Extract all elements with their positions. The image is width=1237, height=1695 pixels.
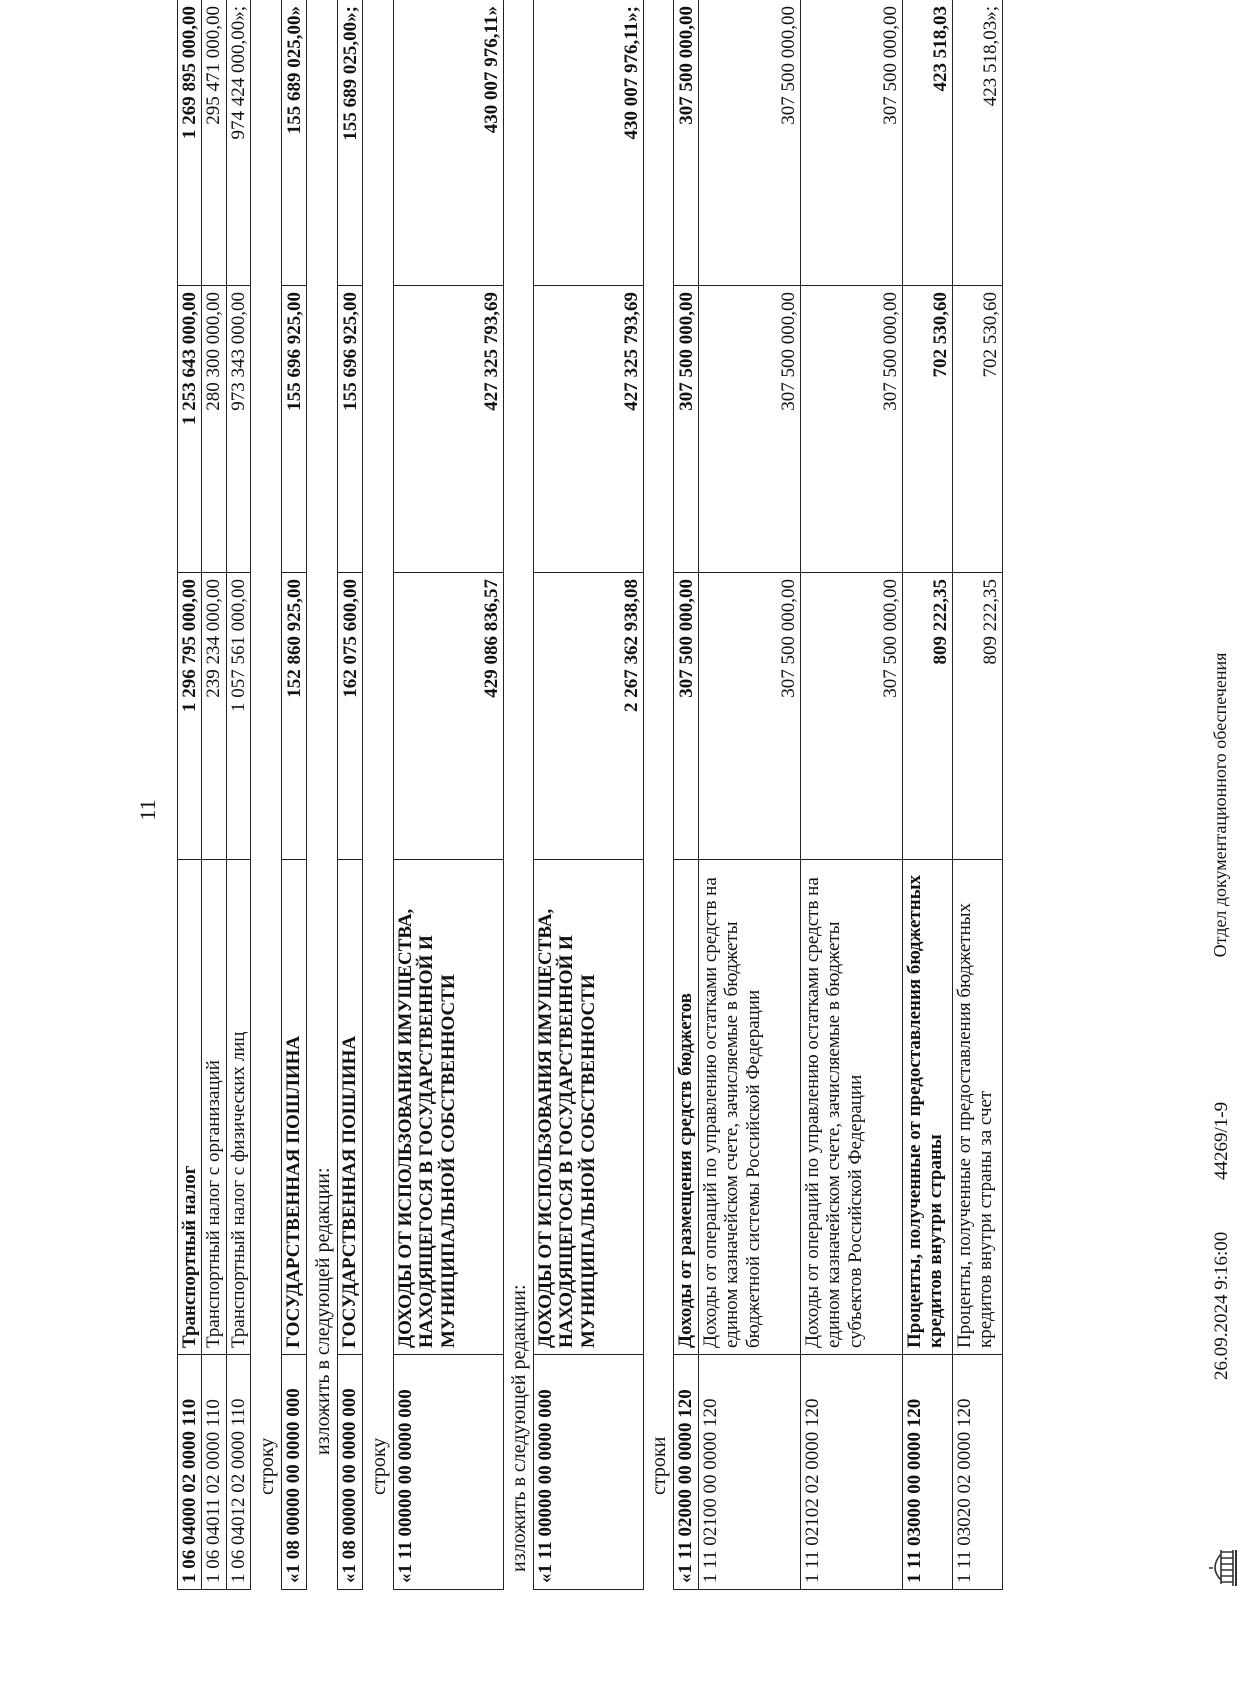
duty-table-new	[337, 0, 363, 1590]
row-value-3: 974 424 000,00»;	[226, 0, 250, 286]
rotated-page	[135, 0, 1232, 1590]
row-value-3: 155 689 025,00»	[282, 0, 307, 286]
placement-income-table	[673, 0, 1003, 1590]
table-row	[699, 0, 801, 1590]
row-value-1: 1 296 795 000,00	[178, 573, 202, 860]
row-code: 1 11 02100 00 0000 120	[699, 1355, 801, 1590]
row-code: «1 11 00000 00 0000 000	[534, 1355, 644, 1590]
row-value-2: 1 253 643 000,00	[178, 286, 202, 573]
row-value-3: 423 518,03	[903, 0, 953, 286]
document-id: 44269/1-9	[1211, 1101, 1232, 1180]
row-value-2: 307 500 000,00	[674, 286, 699, 573]
property-income-table-old	[393, 0, 504, 1590]
row-value-3: 307 500 000,00	[674, 0, 699, 286]
row-code: «1 11 00000 00 0000 000	[394, 1355, 504, 1590]
row-value-1: 2 267 362 938,08	[534, 573, 644, 860]
row-value-3: 307 500 000,00	[801, 0, 903, 286]
row-name: Проценты, полученные от предоставления бюджетных кредитов внутри страны за счет	[953, 860, 1003, 1355]
row-value-1: 239 234 000,00	[202, 573, 226, 860]
row-name: Доходы от размещения средств бюджетов	[674, 860, 699, 1355]
row-value-1: 152 860 925,00	[282, 573, 307, 860]
row-value-2: 280 300 000,00	[202, 286, 226, 573]
caption: изложить в следующей редакции:	[312, 1167, 334, 1455]
row-value-1: 809 222,35	[953, 573, 1003, 860]
row-code: 1 06 04012 02 0000 110	[226, 1355, 250, 1590]
table-row	[282, 0, 307, 1590]
table-row	[674, 0, 699, 1590]
table-row	[226, 0, 250, 1590]
row-value-3: 295 471 000,00	[202, 0, 226, 286]
row-value-2: 973 343 000,00	[226, 286, 250, 573]
row-name: ГОСУДАРСТВЕННАЯ ПОШЛИНА	[338, 860, 363, 1355]
table-row	[338, 0, 363, 1590]
row-value-2: 702 530,60	[903, 286, 953, 573]
row-name: ДОХОДЫ ОТ ИСПОЛЬЗОВАНИЯ ИМУЩЕСТВА, НАХОДЯЩЕГОСЯ В ГОСУДАРСТВЕННОЙ И МУНИЦИПАЛЬНОЙ СОБСТВЕННОСТИ	[534, 860, 644, 1355]
row-value-2: 307 500 000,00	[699, 286, 801, 573]
table-row	[953, 0, 1003, 1590]
row-name: Доходы от операций по управлению остатками средств на едином казначейском счете, зачисляемые в бюджеты субъектов Российской Федерации	[801, 860, 903, 1355]
row-value-3: 1 269 895 000,00	[178, 0, 202, 286]
tax-table	[177, 0, 251, 1590]
row-value-1: 429 086 836,57	[394, 573, 504, 860]
row-name: Транспортный налог	[178, 860, 202, 1355]
row-code: «1 08 00000 00 0000 000	[338, 1355, 363, 1590]
row-value-3: 423 518,03»;	[953, 0, 1003, 286]
row-value-2: 702 530,60	[953, 286, 1003, 573]
caption: изложить в следующей редакции:	[508, 1284, 530, 1572]
row-code: 1 11 03000 00 0000 120	[903, 1355, 953, 1590]
parliament-logo-icon	[1207, 1546, 1237, 1590]
row-value-3: 430 007 976,11»;	[534, 0, 644, 286]
row-name: Доходы от операций по управлению остатками средств на едином казначейском счете, зачисляемые в бюджеты бюджетной системы Российской Федерации	[699, 860, 801, 1355]
row-code: «1 11 02000 00 0000 120	[674, 1355, 699, 1590]
table-row	[534, 0, 644, 1590]
row-code: «1 08 00000 00 0000 000	[282, 1355, 307, 1590]
row-value-1: 809 222,35	[903, 573, 953, 860]
row-name: ДОХОДЫ ОТ ИСПОЛЬЗОВАНИЯ ИМУЩЕСТВА, НАХОДЯЩЕГОСЯ В ГОСУДАРСТВЕННОЙ И МУНИЦИПАЛЬНОЙ СОБСТВЕННОСТИ	[394, 860, 504, 1355]
row-value-3: 155 689 025,00»;	[338, 0, 363, 286]
row-code: 1 11 03020 02 0000 120	[953, 1355, 1003, 1590]
row-value-2: 427 325 793,69	[534, 286, 644, 573]
row-value-1: 307 500 000,00	[674, 573, 699, 860]
row-value-2: 155 696 925,00	[282, 286, 307, 573]
row-value-1: 162 075 600,00	[338, 573, 363, 860]
duty-table-old	[281, 0, 307, 1590]
print-datetime: 26.09.2024 9:16:00	[1211, 1231, 1232, 1380]
row-name: Транспортный налог с организаций	[202, 860, 226, 1355]
property-income-table-new	[533, 0, 644, 1590]
caption: строку	[368, 1437, 390, 1495]
row-name: Транспортный налог с физических лиц	[226, 860, 250, 1355]
row-code: 1 06 04000 02 0000 110	[178, 1355, 202, 1590]
table-row	[394, 0, 504, 1590]
department-stamp: Отдел документационного обеспечения	[1210, 652, 1230, 958]
row-value-2: 155 696 925,00	[338, 286, 363, 573]
table-row	[801, 0, 903, 1590]
page-number: 11	[135, 799, 160, 821]
row-value-1: 1 057 561 000,00	[226, 573, 250, 860]
row-code: 1 11 02102 02 0000 120	[801, 1355, 903, 1590]
row-value-2: 307 500 000,00	[801, 286, 903, 573]
row-name: Проценты, полученные от предоставления бюджетных кредитов внутри страны	[903, 860, 953, 1355]
table-row	[903, 0, 953, 1590]
caption: строки	[648, 1436, 670, 1495]
row-code: 1 06 04011 02 0000 110	[202, 1355, 226, 1590]
row-value-3: 307 500 000,00	[699, 0, 801, 286]
row-value-1: 307 500 000,00	[699, 573, 801, 860]
table-row	[178, 0, 202, 1590]
caption: строку	[256, 1437, 278, 1495]
row-value-2: 427 325 793,69	[394, 286, 504, 573]
table-row	[202, 0, 226, 1590]
row-name: ГОСУДАРСТВЕННАЯ ПОШЛИНА	[282, 860, 307, 1355]
row-value-3: 430 007 976,11»	[394, 0, 504, 286]
row-value-1: 307 500 000,00	[801, 573, 903, 860]
